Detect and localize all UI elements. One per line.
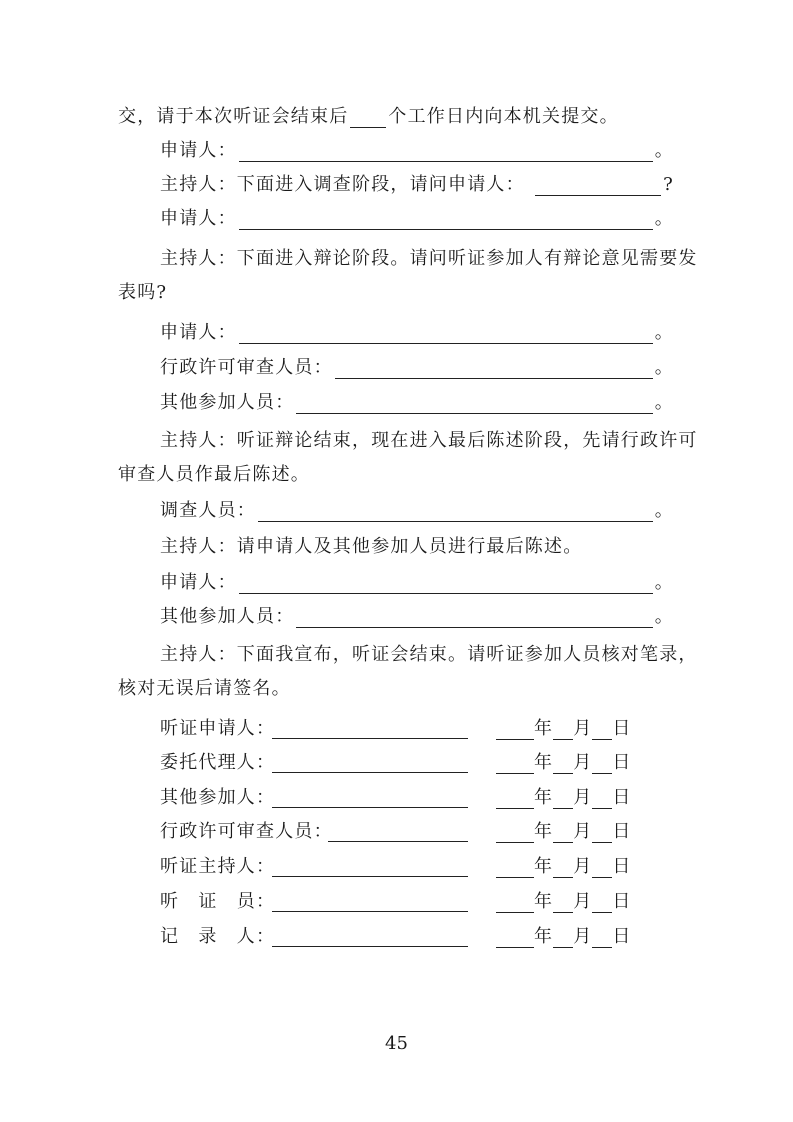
day-unit: 日	[612, 821, 632, 842]
period: 。	[654, 322, 674, 343]
text: 主持人：下面进入辩论阶段。请问听证参加人有辩论意见需要发	[160, 248, 698, 269]
year-blank[interactable]	[496, 923, 534, 948]
month-unit: 月	[573, 752, 593, 773]
period: 。	[654, 606, 674, 627]
day-unit: 日	[612, 891, 632, 912]
period: 。	[654, 208, 674, 229]
signature-label: 其他参加人：	[160, 787, 276, 808]
investigator-blank[interactable]	[258, 497, 653, 522]
paragraph-submit-deadline	[118, 100, 674, 134]
page-number: 45	[385, 1033, 408, 1054]
text: 主持人：听证辩论结束，现在进入最后陈述阶段，先请行政许可	[160, 430, 698, 451]
applicant-statement-4	[160, 566, 674, 600]
label: 其他参加人员：	[160, 606, 295, 627]
label: 申请人：	[160, 572, 237, 593]
signature-row	[160, 781, 630, 815]
signature-label: 委托代理人：	[160, 752, 276, 773]
month-blank[interactable]	[553, 923, 573, 948]
month-unit: 月	[573, 891, 593, 912]
applicant-statement-1	[160, 134, 674, 168]
month-unit: 月	[573, 718, 593, 739]
month-blank[interactable]	[553, 888, 573, 913]
date-field	[496, 746, 632, 780]
signature-line[interactable]	[272, 928, 468, 947]
period: 。	[654, 500, 674, 521]
period: 。	[654, 140, 674, 161]
text: 主持人：下面进入调查阶段，请问申请人：	[160, 174, 525, 195]
signature-line[interactable]	[272, 789, 468, 808]
month-unit: 月	[573, 926, 593, 947]
signature-line[interactable]	[272, 754, 468, 773]
label: 申请人：	[160, 208, 237, 229]
label: 行政许可审查人员：	[160, 357, 333, 378]
label: 申请人：	[160, 140, 237, 161]
label: 调查人员：	[160, 500, 256, 521]
day-blank[interactable]	[592, 715, 612, 740]
day-unit: 日	[612, 752, 632, 773]
signature-row	[160, 815, 630, 849]
date-field	[496, 815, 632, 849]
year-blank[interactable]	[496, 784, 534, 809]
date-field	[496, 781, 632, 815]
applicant-blank-4[interactable]	[239, 569, 653, 594]
month-blank[interactable]	[553, 749, 573, 774]
host-final-line2	[118, 458, 674, 492]
signature-line[interactable]	[328, 823, 468, 842]
host-debate-line2	[118, 276, 674, 310]
day-unit: 日	[612, 787, 632, 808]
year-blank[interactable]	[496, 749, 534, 774]
month-unit: 月	[573, 787, 593, 808]
text: 主持人：请申请人及其他参加人员进行最后陈述。	[160, 536, 583, 557]
label: 申请人：	[160, 322, 237, 343]
month-unit: 月	[573, 856, 593, 877]
year-blank[interactable]	[496, 853, 534, 878]
question-mark: ?	[663, 174, 674, 195]
applicant-statement-3	[160, 316, 674, 350]
year-unit: 年	[534, 821, 554, 842]
year-unit: 年	[534, 926, 554, 947]
others-blank-1[interactable]	[296, 389, 652, 414]
year-unit: 年	[534, 856, 554, 877]
signature-label: 听证主持人：	[160, 856, 276, 877]
day-blank[interactable]	[592, 749, 612, 774]
label: 其他参加人员：	[160, 392, 295, 413]
text: 主持人：下面我宣布，听证会结束。请听证参加人员核对笔录，	[160, 644, 698, 665]
date-field	[496, 885, 632, 919]
others-blank-2[interactable]	[296, 603, 652, 628]
day-blank[interactable]	[592, 818, 612, 843]
day-unit: 日	[612, 718, 632, 739]
day-blank[interactable]	[592, 888, 612, 913]
host-final-others	[160, 530, 674, 564]
signature-row	[160, 885, 630, 919]
signature-row	[160, 850, 630, 884]
applicant-blank-2[interactable]	[239, 205, 653, 230]
year-blank[interactable]	[496, 818, 534, 843]
days-blank[interactable]	[350, 103, 386, 128]
date-field	[496, 850, 632, 884]
applicant-blank-3[interactable]	[239, 319, 653, 344]
day-unit: 日	[612, 926, 632, 947]
signature-line[interactable]	[272, 893, 468, 912]
signature-line[interactable]	[272, 720, 468, 739]
day-blank[interactable]	[592, 853, 612, 878]
month-blank[interactable]	[553, 818, 573, 843]
host-final-line1	[160, 424, 698, 458]
signature-label: 行政许可审查人员：	[160, 821, 333, 842]
investigation-question-blank[interactable]	[535, 171, 661, 196]
date-field	[496, 712, 632, 746]
period: 。	[654, 392, 674, 413]
year-unit: 年	[534, 891, 554, 912]
applicant-statement-2	[160, 202, 674, 236]
signature-label: 听证申请人：	[160, 718, 276, 739]
month-blank[interactable]	[553, 784, 573, 809]
reviewer-blank[interactable]	[335, 354, 653, 379]
day-blank[interactable]	[592, 784, 612, 809]
text: 表吗?	[118, 282, 168, 303]
year-unit: 年	[534, 718, 554, 739]
others-statement-2	[160, 600, 674, 634]
date-field	[496, 920, 632, 954]
signature-row	[160, 920, 630, 954]
day-blank[interactable]	[592, 923, 612, 948]
month-blank[interactable]	[553, 853, 573, 878]
period: 。	[654, 357, 674, 378]
text: 交，请于本次听证会结束后	[118, 106, 349, 127]
signature-label: 记 录 人：	[160, 926, 276, 947]
host-debate-line1	[160, 242, 698, 276]
year-unit: 年	[534, 787, 554, 808]
investigator-statement	[160, 494, 674, 528]
signature-row	[160, 746, 630, 780]
signature-line[interactable]	[272, 858, 468, 877]
signature-label: 听 证 员：	[160, 891, 276, 912]
year-blank[interactable]	[496, 888, 534, 913]
month-unit: 月	[573, 821, 593, 842]
reviewer-statement	[160, 351, 674, 385]
month-blank[interactable]	[553, 715, 573, 740]
year-blank[interactable]	[496, 715, 534, 740]
text: 审查人员作最后陈述。	[118, 464, 310, 485]
year-unit: 年	[534, 752, 554, 773]
applicant-blank-1[interactable]	[239, 137, 653, 162]
host-close-line2	[118, 672, 674, 706]
text: 个工作日内向本机关提交。	[388, 106, 619, 127]
period: 。	[654, 572, 674, 593]
others-statement-1	[160, 386, 674, 420]
host-close-line1	[160, 638, 698, 672]
host-investigation	[160, 168, 674, 202]
day-unit: 日	[612, 856, 632, 877]
signature-row	[160, 712, 630, 746]
text: 核对无误后请签名。	[118, 678, 291, 699]
